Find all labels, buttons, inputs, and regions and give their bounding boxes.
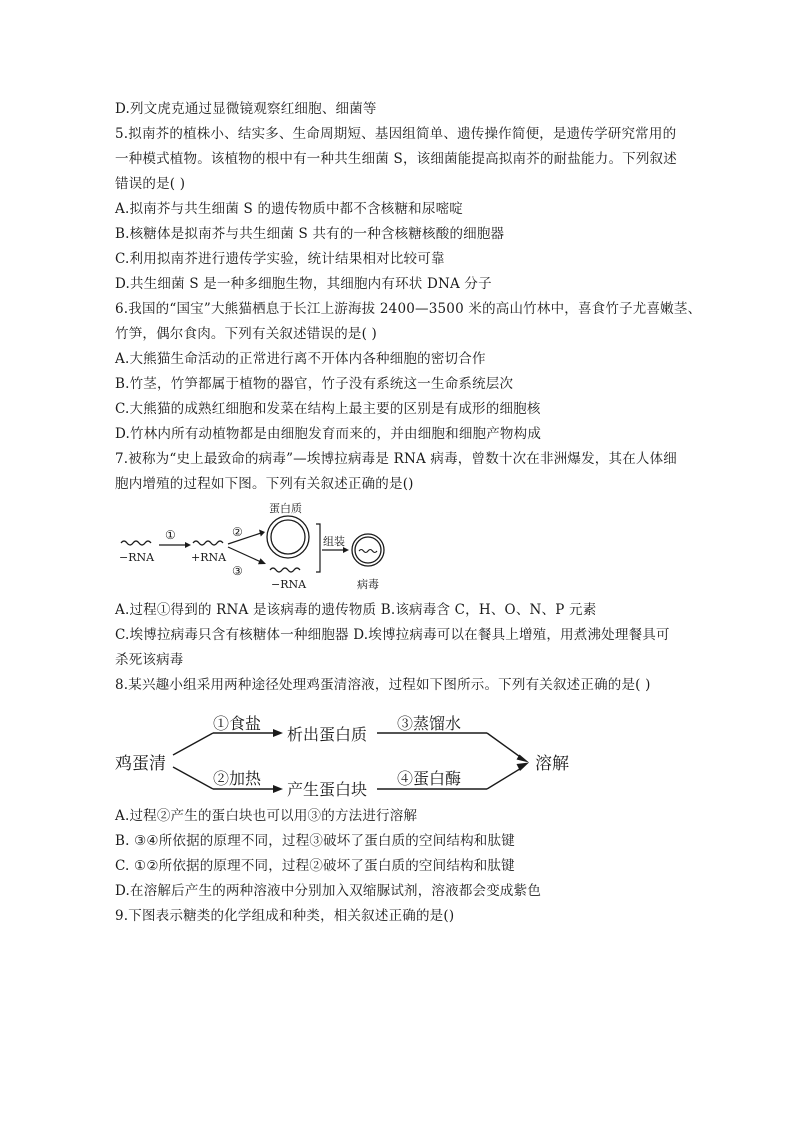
step3-label: ③ [232, 564, 243, 578]
egg-white-label: 鸡蛋清 [115, 754, 166, 774]
precipitate-label: 析出蛋白质 [287, 725, 368, 744]
text-line: D.列文虎克通过显微镜观察红细胞、细菌等 [115, 101, 377, 117]
text-line: 竹笋，偶尔食肉。下列有关叙述错误的是( ) [115, 326, 378, 342]
text-line: 5.拟南芥的植株小、结实多、生命周期短、基因组简单、遗传操作简便，是遗传学研究常用的 [115, 126, 677, 142]
rna-neg-left-label: −RNA [119, 551, 155, 564]
text-line: C.大熊猫的成熟红细胞和发菜在结构上最主要的区别是有成形的细胞核 [115, 401, 541, 417]
text-line: B.竹茎，竹笋都属于植物的器官，竹子没有系统这一生命系统层次 [115, 376, 514, 392]
text-line: D.共生细菌 S 是一种多细胞生物，其细胞内有环状 DNA 分子 [115, 276, 492, 292]
step4-enzyme-label: ④蛋白酶 [397, 769, 462, 788]
text-line: 胞内增殖的过程如下图。下列有关叙述正确的是() [115, 476, 414, 492]
text-line: A.大熊猫生命活动的正常进行离不开体内各种细胞的密切合作 [115, 351, 486, 367]
assemble-label: 组装 [323, 535, 345, 548]
text-line: A.过程②产生的蛋白块也可以用③的方法进行溶解 [115, 808, 418, 824]
ebola-replication-diagram [115, 500, 405, 596]
egg-white-process-diagram [115, 705, 585, 800]
text-line: D.竹林内所有动植物都是由细胞发育而来的，并由细胞和细胞产物构成 [115, 426, 542, 442]
text-line: 8.某兴趣小组采用两种途径处理鸡蛋清溶液，过程如下图所示。下列有关叙述正确的是( ) [115, 677, 651, 693]
step1-salt-label: ①食盐 [213, 714, 262, 733]
protein-label: 蛋白质 [269, 502, 302, 515]
text-line: D.在溶解后产生的两种溶液中分别加入双缩脲试剂，溶液都会变成紫色 [115, 883, 542, 899]
text-line: 9.下图表示糖类的化学组成和种类，相关叙述正确的是() [115, 908, 455, 924]
dissolve-label: 溶解 [535, 754, 569, 774]
text-line: A.过程①得到的 RNA 是该病毒的遗传物质 B.该病毒含 C，H、O、N、P 元素 [115, 602, 597, 618]
text-line: 7.被称为“史上最致命的病毒”—埃博拉病毒是 RNA 病毒，曾数十次在非洲爆发，其在人体细 [115, 451, 677, 467]
text-line: A.拟南芥与共生细菌 S 的遗传物质中都不含核糖和尿嘧啶 [115, 201, 463, 217]
text-line: C. ①②所依据的原理不同，过程②破坏了蛋白质的空间结构和肽键 [115, 858, 515, 874]
text-line: B. ③④所依据的原理不同，过程③破坏了蛋白质的空间结构和肽键 [115, 833, 515, 849]
text-line: B.核糖体是拟南芥与共生细菌 S 共有的一种含核糖核酸的细胞器 [115, 226, 505, 242]
step2-heat-label: ②加热 [213, 769, 262, 788]
rna-pos-label: +RNA [191, 551, 227, 564]
text-line: 杀死该病毒 [115, 652, 184, 668]
rna-neg-right-label: −RNA [271, 578, 307, 591]
clump-label: 产生蛋白块 [287, 780, 368, 799]
step3-water-label: ③蒸馏水 [397, 714, 462, 733]
virus-label: 病毒 [357, 578, 379, 591]
text-line: C.埃博拉病毒只含有核糖体一种细胞器 D.埃博拉病毒可以在餐具上增殖，用煮沸处理餐具可 [115, 627, 670, 643]
text-line: 错误的是( ) [115, 176, 186, 192]
text-line: C.利用拟南芥进行遗传学实验，统计结果相对比较可靠 [115, 251, 445, 267]
step2-label: ② [232, 525, 243, 539]
text-line: 一种模式植物。该植物的根中有一种共生细菌 S，该细菌能提高拟南芥的耐盐能力。下列叙述 [115, 151, 677, 167]
text-line: 6.我国的“国宝”大熊猫栖息于长江上游海拔 2400—3500 米的高山竹林中，喜食竹子尤喜嫩茎、 [115, 301, 702, 317]
step1-label: ① [165, 528, 176, 542]
